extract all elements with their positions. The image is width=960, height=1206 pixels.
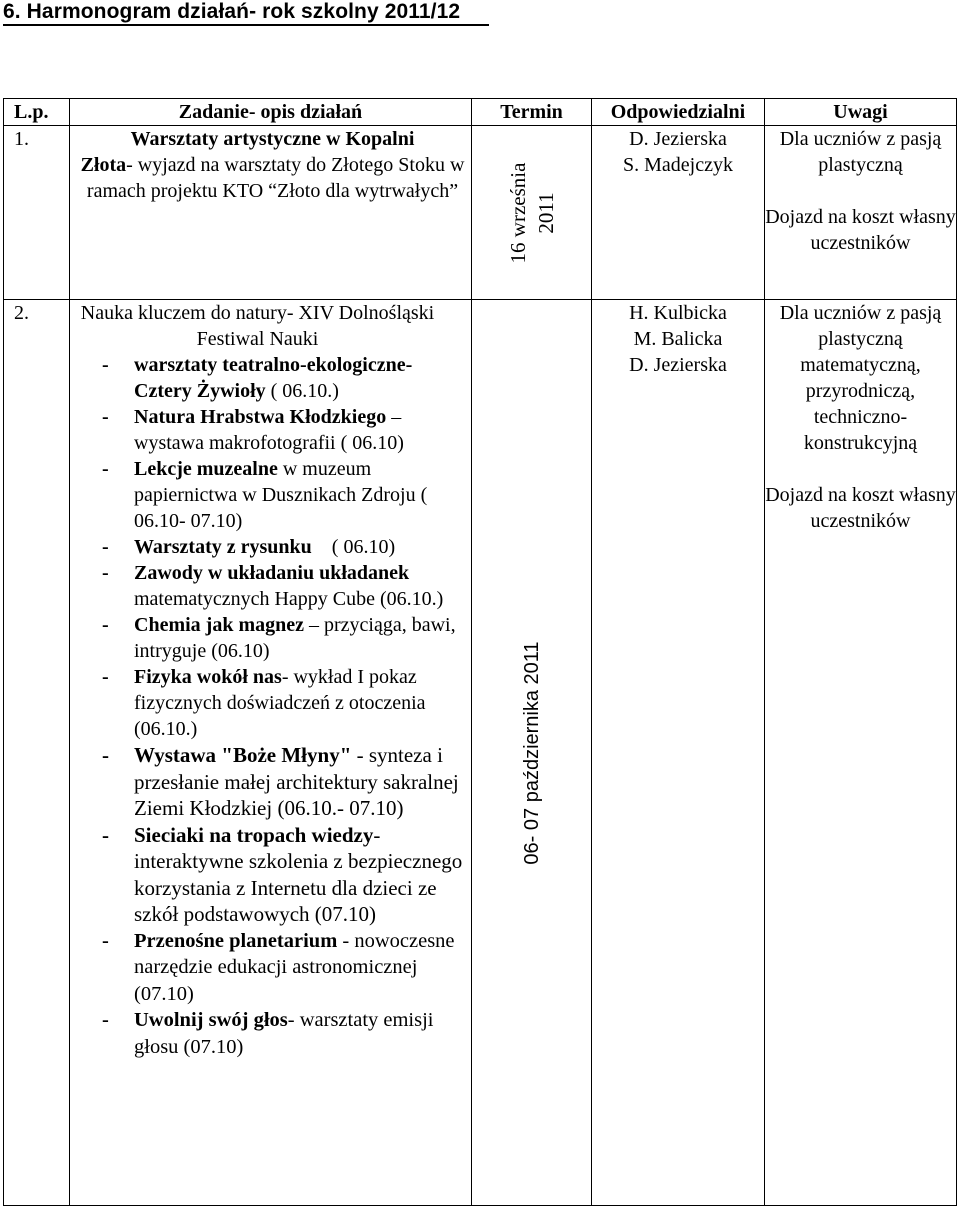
list-item: - Sieciaki na tropach wiedzy-interaktywne szkolenia z bezpiecznego korzystania z Internetu dla dzieci ze szkół podstawowych (07.10) <box>134 822 465 928</box>
table-row <box>4 300 957 1206</box>
list-item: - warsztaty teatralno-ekologiczne- Cztery Żywioły ( 06.10.) <box>134 352 465 404</box>
row2-term-text: 06- 07 października 2011 <box>520 640 543 865</box>
list-item: - Warsztaty z rysunku ( 06.10) <box>134 534 465 560</box>
row2-term <box>472 300 592 1206</box>
row2-note-1: Dla uczniów z pasją plastyczną matematyczną, przyrodniczą, techniczno-konstrukcyjną <box>779 302 942 454</box>
list-item: - Przenośne planetarium - nowoczesne narzędzie edukacji astronomicznej (07.10) <box>134 928 465 1008</box>
row2-notes <box>765 300 957 1206</box>
row2-responsible-1: H. Kulbicka <box>629 302 727 324</box>
row2-lp: 2. <box>4 300 70 1206</box>
row1-responsible-1: D. Jezierska <box>629 128 727 150</box>
row1-term <box>472 126 592 300</box>
row1-lp: 1. <box>4 126 70 300</box>
row2-activity-list <box>80 352 465 1060</box>
row1-term-line1: 16 września <box>505 162 530 263</box>
row1-notes <box>765 126 957 300</box>
list-item: - Wystawa "Boże Młyny" - synteza i przesłanie małej architektury sakralnej Ziemi Kłodzkiej (06.10.- 07.10) <box>134 742 465 822</box>
list-item: - Chemia jak magnez – przyciąga, bawi, intryguje (06.10) <box>134 612 465 664</box>
row1-task <box>70 126 472 300</box>
row1-responsible-2: S. Madejczyk <box>623 154 733 176</box>
list-item: - Natura Hrabstwa Kłodzkiego – wystawa makrofotografii ( 06.10) <box>134 404 465 456</box>
list-item: - Lekcje muzealne w muzeum papiernictwa w Dusznikach Zdroju ( 06.10- 07.10) <box>134 456 465 534</box>
column-header-term: Termin <box>472 99 592 126</box>
row1-task-rest: - wyjazd na warsztaty do Złotego Stoku w ramach projektu KTO “Złoto dla wytrwałych” <box>86 154 465 202</box>
row1-responsible <box>592 126 765 300</box>
row2-note-2: Dojazd na koszt własny uczestników <box>765 484 956 532</box>
list-item: - Zawody w układaniu układanek matematycznych Happy Cube (06.10.) <box>134 560 465 612</box>
column-header-task: Zadanie- opis działań <box>70 99 472 126</box>
schedule-table <box>3 98 957 1206</box>
column-header-notes: Uwagi <box>765 99 957 126</box>
row2-responsible <box>592 300 765 1206</box>
row2-responsible-2: M. Balicka <box>633 328 723 350</box>
row1-term-line2: 2011 <box>533 191 558 234</box>
column-header-responsible: Odpowiedzialni <box>592 99 765 126</box>
heading-underline <box>3 24 489 26</box>
row2-task-title: Nauka kluczem do natury- XIV Dolnośląski Festiwal Nauki <box>80 302 435 350</box>
table-header-row <box>4 99 957 126</box>
column-header-lp: L.p. <box>4 99 70 126</box>
row2-task <box>70 300 472 1206</box>
table-row <box>4 126 957 300</box>
section-heading: 6. Harmonogram działań- rok szkolny 2011/12 <box>3 0 461 23</box>
list-item: - Uwolnij swój głos- warsztaty emisji głosu (07.10) <box>134 1007 465 1060</box>
row1-note-2: Dojazd na koszt własny uczestników <box>765 206 956 254</box>
row1-task-bold1: Warsztaty artystyczne w Kopalni <box>130 128 415 150</box>
row1-note-1: Dla uczniów z pasją plastyczną <box>779 128 942 176</box>
list-item: - Fizyka wokół nas- wykład I pokaz fizycznych doświadczeń z otoczenia (06.10.) <box>134 664 465 742</box>
row1-task-bold2: Złota <box>80 154 127 176</box>
row2-responsible-3: D. Jezierska <box>629 354 727 376</box>
